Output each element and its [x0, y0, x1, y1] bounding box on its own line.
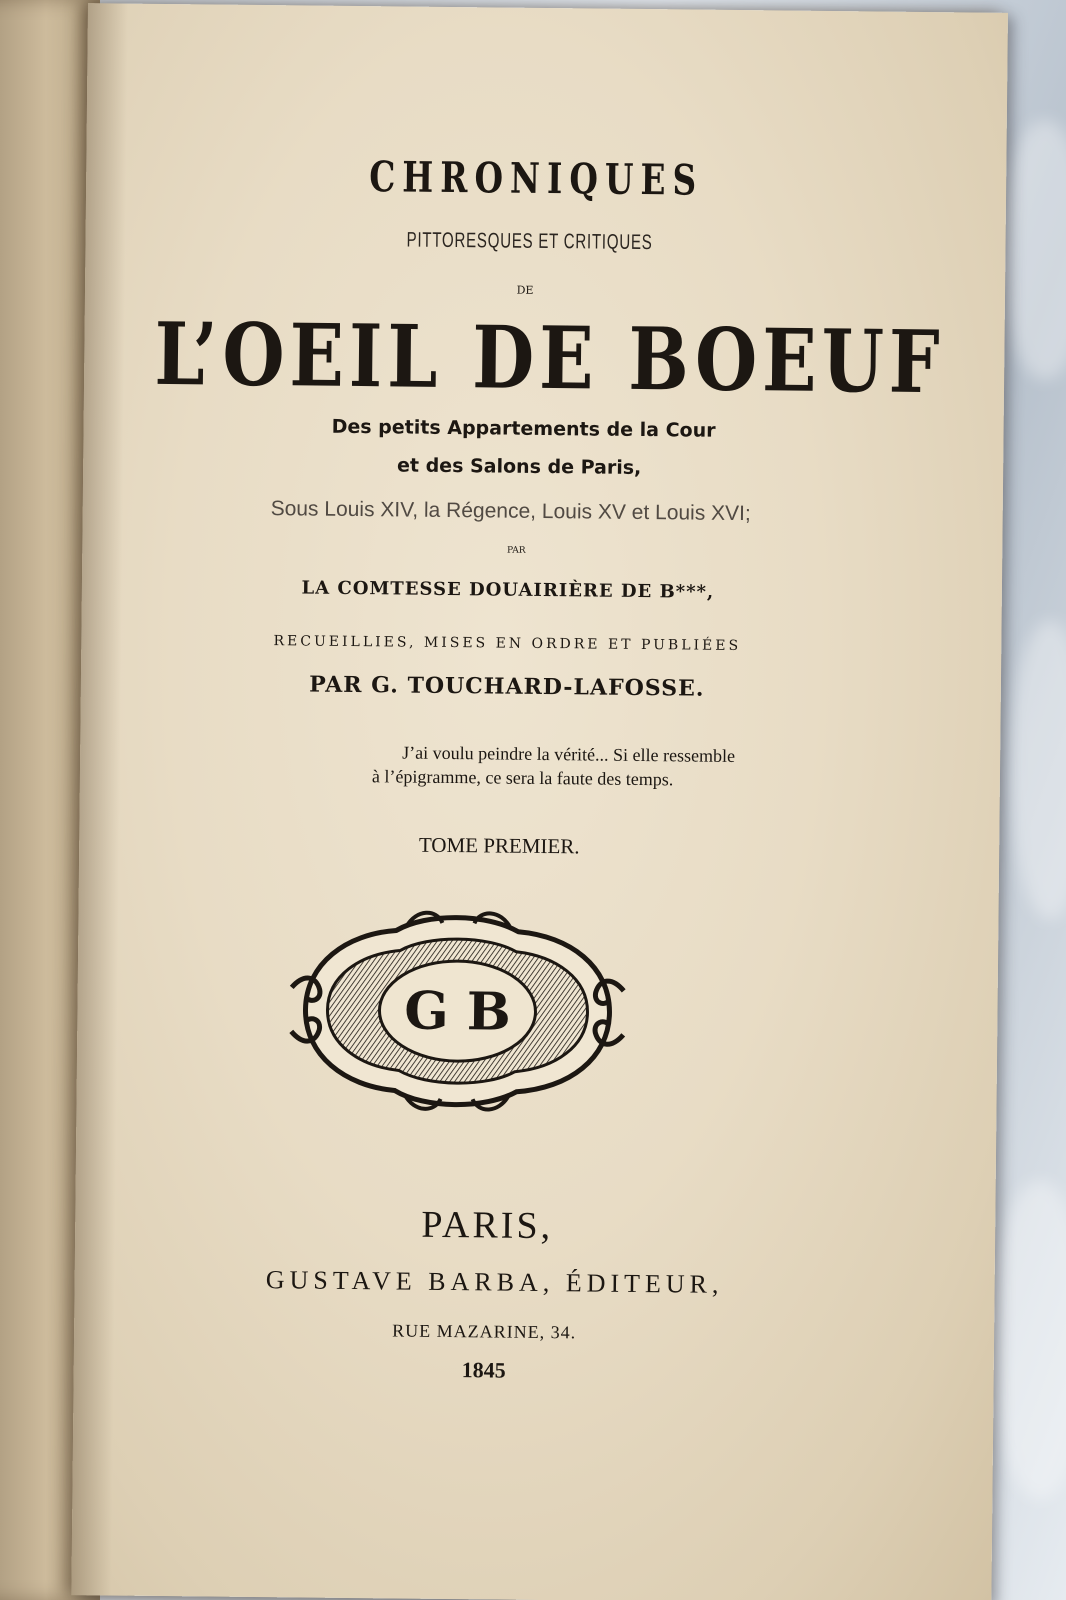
volume-label: TOME PREMIER.: [418, 832, 580, 859]
cloth-fold: [1010, 620, 1066, 920]
heading-de: DE: [516, 283, 534, 297]
heading-pittoresques: PITTORESQUES ET CRITIQUES: [406, 228, 653, 255]
imprint-city: PARIS,: [421, 1203, 554, 1248]
imprint-year: 1845: [461, 1357, 506, 1383]
epigraph-line-1: J’ai voulu peindre la vérité... Si elle ressemble: [402, 742, 736, 766]
author-line: LA COMTESSE DOUAIRIÈRE DE B***,: [301, 577, 715, 603]
imprint-address: RUE MAZARINE, 34.: [392, 1320, 577, 1343]
ornament-monogram: G B: [403, 980, 512, 1043]
printers-ornament: [284, 903, 630, 1119]
epigraph-line-2: à l’épigramme, ce sera la faute des temps.: [371, 766, 674, 790]
imprint-publisher: GUSTAVE BARBA, ÉDITEUR,: [265, 1265, 724, 1299]
reigns-line: Sous Louis XIV, la Régence, Louis XV et Louis XVI;: [270, 497, 751, 526]
collected-line: RECUEILLIES, MISES EN ORDRE ET PUBLIÉES: [273, 633, 742, 655]
main-title: L’OEIL DE BOEUF: [154, 303, 946, 414]
cloth-fold: [1000, 120, 1066, 380]
editor-line: PAR G. TOUCHARD-LAFOSSE.: [309, 671, 705, 702]
cloth-fold: [990, 1180, 1066, 1500]
epigraph: [371, 741, 862, 794]
subtitle-line-1: Des petits Appartements de la Cour: [331, 415, 716, 442]
par-label: PAR: [506, 545, 526, 556]
heading-chroniques: CHRONIQUES: [368, 152, 704, 205]
subtitle-line-2: et des Salons de Paris,: [396, 454, 642, 480]
title-page: [71, 3, 1008, 1600]
